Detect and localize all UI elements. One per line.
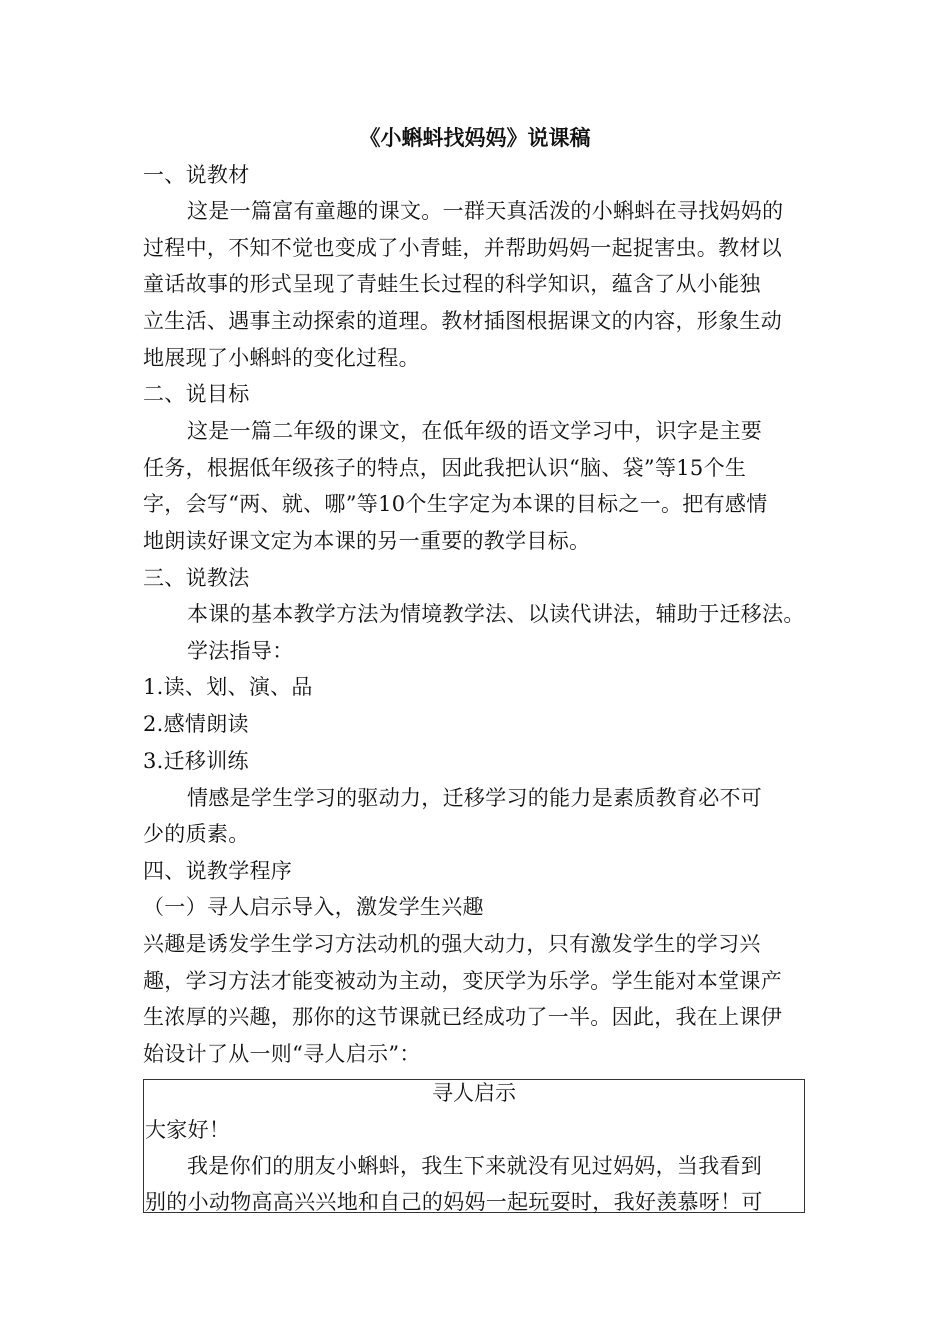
subheading: （一）寻人启示导入，激发学生兴趣 <box>143 895 484 919</box>
paragraph-line: 兴趣是诱发学生学习方法动机的强大动力，只有激发学生的学习兴 <box>143 932 761 956</box>
section-heading-procedure: 四、说教学程序 <box>143 859 293 883</box>
list-item: 3.迁移训练 <box>143 749 249 773</box>
section-heading-teaching-methods: 三、说教法 <box>143 566 250 590</box>
paragraph-line: 过程中，不知不觉也变成了小青蛙，并帮助妈妈一起捉害虫。教材以 <box>143 236 782 260</box>
paragraph-line: 始设计了从一则“寻人启示”： <box>143 1042 421 1066</box>
list-item: 2.感情朗读 <box>143 712 249 736</box>
document-title: 《小蝌蚪找妈妈》说课稿 <box>359 125 591 150</box>
paragraph-line: 地朗读好课文定为本课的另一重要的教学目标。 <box>143 529 591 553</box>
paragraph-line: 少的质素。 <box>143 822 250 846</box>
section-heading-teaching-material: 一、说教材 <box>143 163 250 187</box>
paragraph-line: 任务，根据低年级孩子的特点，因此我把认识“脑、袋”等15个生 <box>143 456 747 480</box>
paragraph-line: 这是一篇二年级的课文，在低年级的语文学习中，识字是主要 <box>187 419 763 443</box>
notice-greeting: 大家好！ <box>145 1118 231 1142</box>
paragraph-line: 这是一篇富有童趣的课文。一群天真活泼的小蝌蚪在寻找妈妈的 <box>187 199 784 223</box>
paragraph-line: 情感是学生学习的驱动力，迁移学习的能力是素质教育必不可 <box>187 786 763 810</box>
notice-line: 别的小动物高高兴兴地和自己的妈妈一起玩耍时，我好羡慕呀！可 <box>145 1190 763 1214</box>
paragraph-line: 童话故事的形式呈现了青蛙生长过程的科学知识，蕴含了从小能独 <box>143 272 761 296</box>
paragraph-line: 立生活、遇事主动探索的道理。教材插图根据课文的内容，形象生动 <box>143 309 782 333</box>
notice-line: 我是你们的朋友小蝌蚪，我生下来就没有见过妈妈，当我看到 <box>187 1154 763 1178</box>
paragraph-line: 趣，学习方法才能变被动为主动，变厌学为乐学。学生能对本堂课产 <box>143 969 782 993</box>
paragraph-line: 本课的基本教学方法为情境教学法、以读代讲法，辅助于迁移法。 <box>187 602 805 626</box>
list-item: 1.读、划、演、品 <box>143 675 313 699</box>
notice-title: 寻人启示 <box>432 1081 516 1105</box>
section-heading-objectives: 二、说目标 <box>143 382 250 406</box>
paragraph-line: 地展现了小蝌蚪的变化过程。 <box>143 346 420 370</box>
paragraph-line: 学法指导： <box>187 639 294 663</box>
paragraph-line: 生浓厚的兴趣，那你的这节课就已经成功了一半。因此，我在上课伊 <box>143 1005 782 1029</box>
paragraph-line: 字，会写“两、就、哪”等10个生字定为本课的目标之一。把有感情 <box>143 492 768 516</box>
